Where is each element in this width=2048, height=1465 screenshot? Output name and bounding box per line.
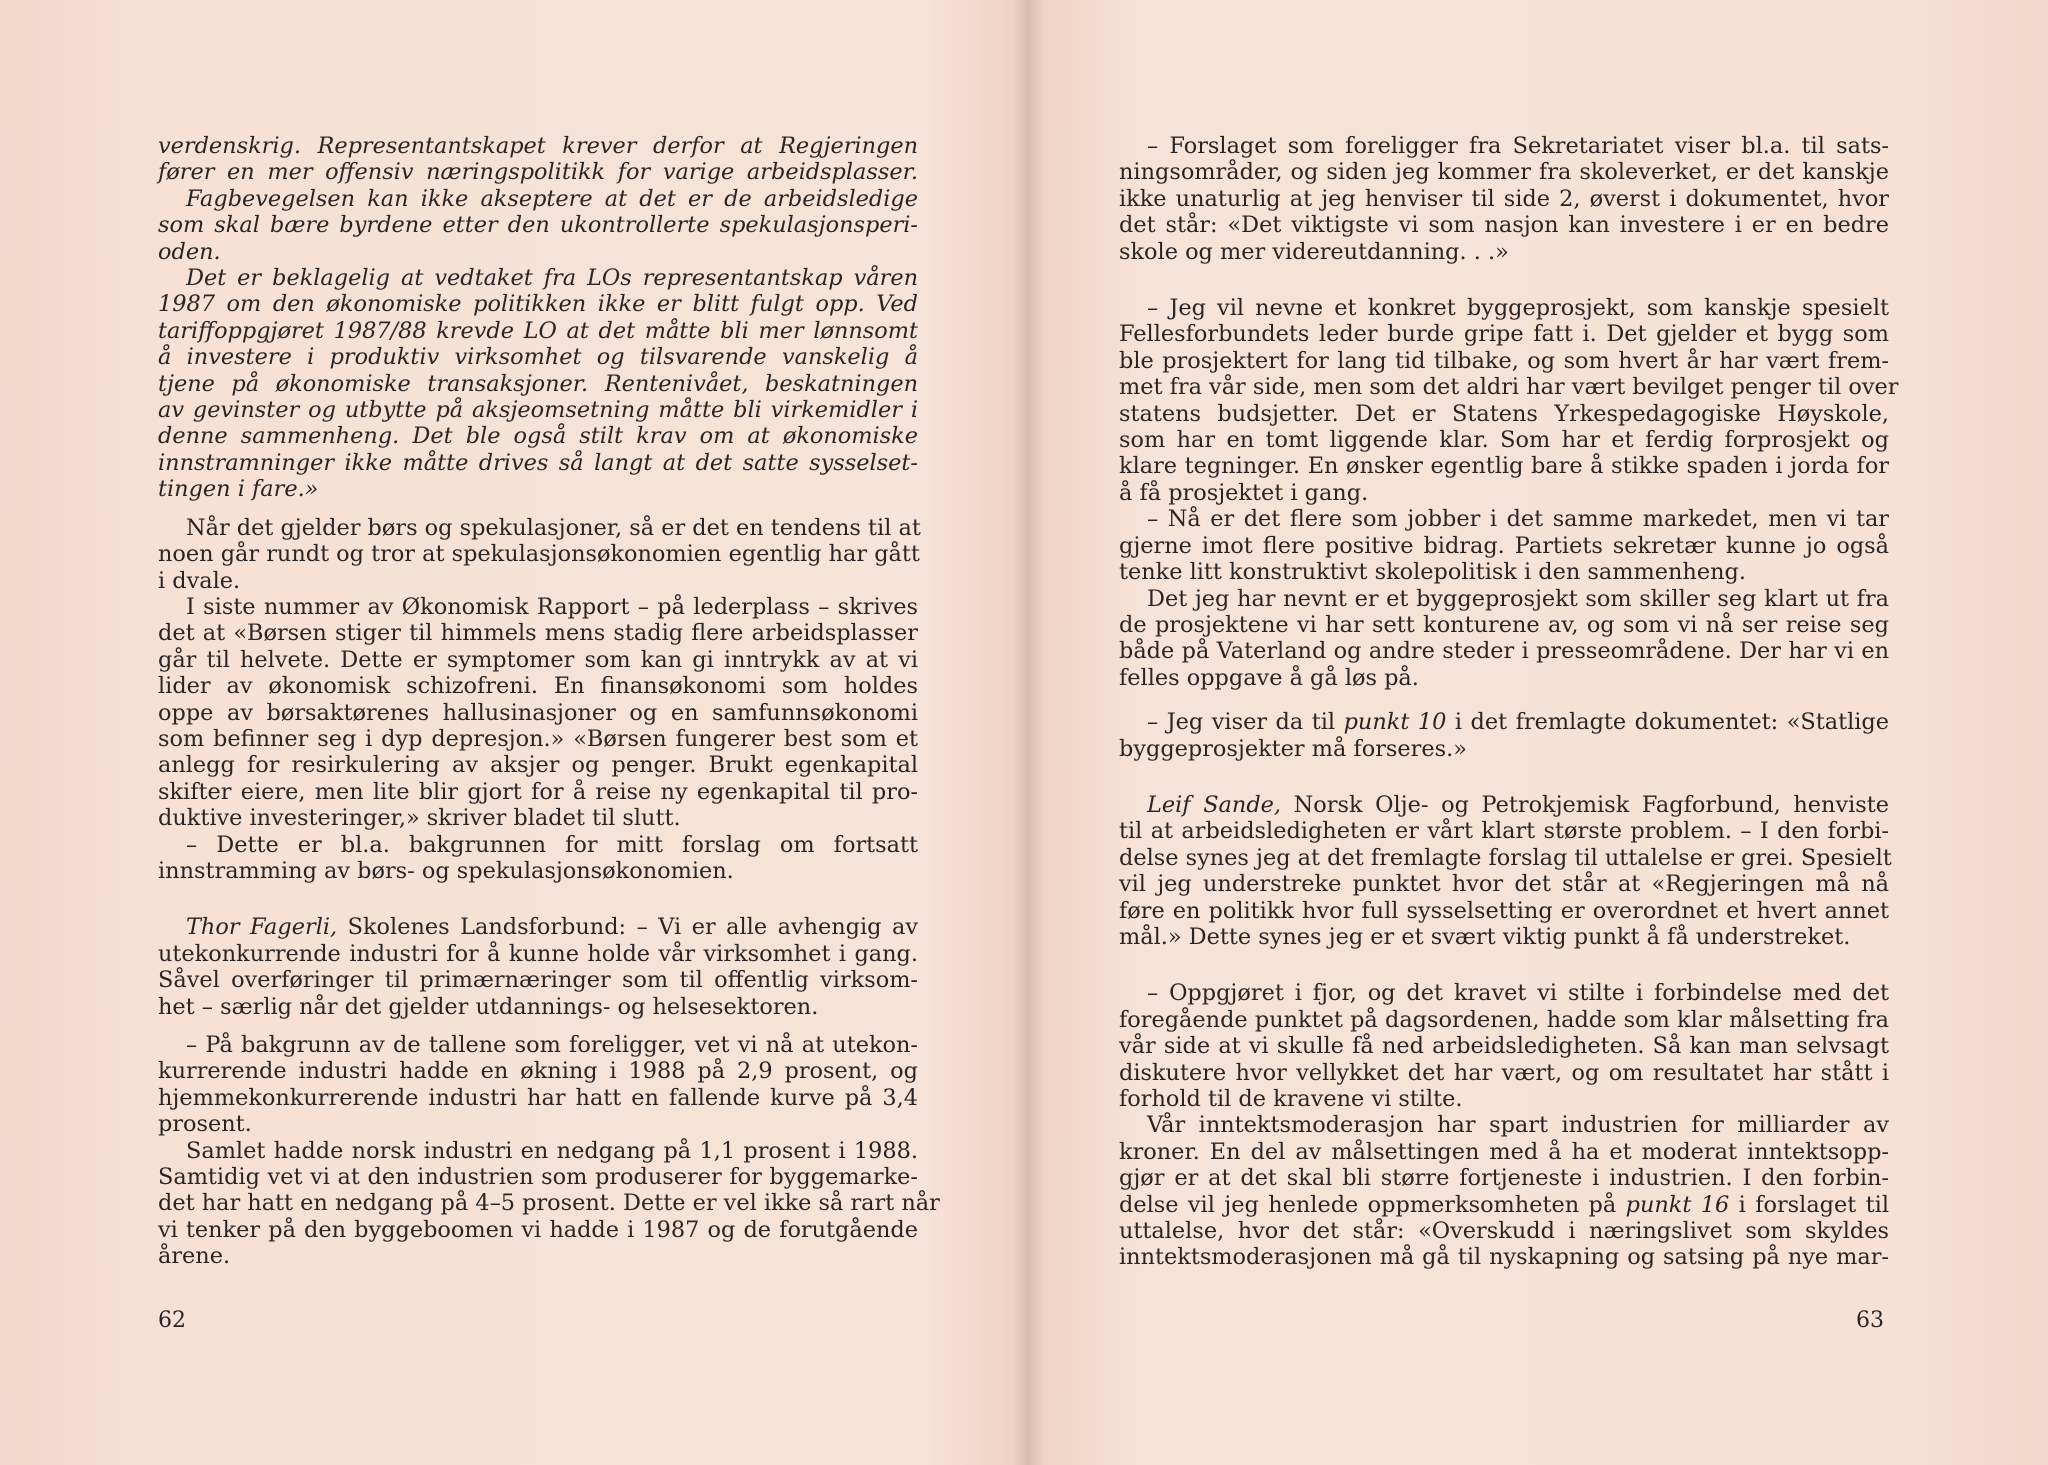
- text-line: føre en politikk hvor full sysselsetting er overordnet et hvert annet: [1119, 897, 1889, 924]
- text-line: vi tenker på den byggeboomen vi hadde i 1987 og de forutgående: [158, 1216, 918, 1243]
- text-run: delse vil jeg henlede oppmerksomheten på: [1119, 1191, 1626, 1218]
- text-run-italic: punkt 16: [1625, 1191, 1730, 1218]
- text-line: het – særlig når det gjelder utdannings- og helsesektoren.: [158, 993, 819, 1020]
- text-line: hjemmekonkurrerende industri har hatt en fallende kurve på 3,4: [158, 1084, 918, 1111]
- text-line: 1987 om den økonomiske politikken ikke er blitt fulgt opp. Ved: [158, 291, 918, 318]
- text-line: – Nå er det flere som jobber i det samme markedet, men vi tar: [1147, 506, 1889, 533]
- speaker-name: Thor Fagerli,: [186, 914, 338, 941]
- text-line: ikke unaturlig at jeg henviser til side 2, øverst i dokumentet, hvor: [1119, 185, 1889, 212]
- paragraph: [1119, 1112, 1889, 1270]
- text-line: Det er beklagelig at vedtaket fra LOs representantskap våren: [186, 265, 918, 292]
- text-line: foregående punktet på dagsordenen, hadde som klar målsetting fra: [1119, 1006, 1889, 1033]
- page-number-left: 62: [158, 1308, 186, 1333]
- text-line: tariffoppgjøret 1987/88 krevde LO at det måtte bli mer lønnsomt: [158, 317, 918, 344]
- text-line: tingen i fare.»: [158, 476, 319, 503]
- speaker-paragraph: [158, 914, 918, 1020]
- text-line: – På bakgrunn av de tallene som foreligger, vet vi nå at utekon-: [186, 1032, 918, 1058]
- text-line: utekonkurrende industri for å kunne holde vår virksomhet i gang.: [158, 940, 918, 967]
- text-line: fører en mer offensiv næringspolitikk for varige arbeidsplasser.: [158, 159, 918, 186]
- text-line: – Dette er bl.a. bakgrunnen for mitt forslag om fortsatt: [186, 831, 918, 858]
- text-line: gjerne imot flere positive bidrag. Partiets sekretær kunne jo også: [1119, 532, 1889, 559]
- text-run: – Jeg viser da til: [1147, 709, 1344, 736]
- text-line: de prosjektene vi har sett konturene av, og som vi nå ser reise seg: [1119, 611, 1889, 638]
- text-line: går til helvete. Dette er symptomer som kan gi inntrykk av at vi: [158, 646, 918, 673]
- text-line: I siste nummer av Økonomisk Rapport – på lederplass – skrives: [186, 593, 918, 620]
- speaker-paragraph: [1119, 791, 1892, 950]
- text-line: skole og mer videreutdanning. . .»: [1119, 238, 1509, 265]
- text-line: å investere i produktiv virksomhet og tilsvarende vanskelig å: [158, 344, 918, 371]
- text-line: anlegg for resirkulering av aksjer og penger. Brukt egenkapital: [158, 752, 918, 779]
- text-line: tjene på økonomiske transaksjoner. Rentenivået, beskatningen: [158, 370, 918, 397]
- text-run-italic: punkt 10: [1343, 709, 1447, 736]
- paragraph: [158, 832, 918, 885]
- text-line: inntektsmoderasjonen må gå til nyskapning og satsing på nye mar-: [1119, 1244, 1889, 1271]
- text-line: det at «Børsen stiger til himmels mens stadig flere arbeidsplasser: [158, 620, 918, 647]
- text-line: som skal bære byrdene etter den ukontrollerte spekulasjonsperi-: [158, 212, 918, 239]
- text-line: skifter eiere, men lite blir gjort for å reise ny egenkapital til pro-: [158, 778, 918, 805]
- text-line: det har hatt en nedgang på 4–5 prosent. Dette er vel ikke så rart når: [158, 1190, 940, 1217]
- text-line: årene.: [158, 1243, 231, 1270]
- paragraph: [1119, 709, 1889, 762]
- text-line: innstramming av børs- og spekulasjonsøkonomien.: [158, 857, 734, 884]
- text-line: Det jeg har nevnt er et byggeprosjekt som skiller seg klart ut fra: [1147, 585, 1889, 612]
- paragraph: [1119, 133, 1889, 265]
- text-line: delse synes jeg at det fremlagte forslag til uttalelse er grei. Spesielt: [1119, 844, 1892, 871]
- text-line: kroner. En del av målsettingen med å ha et moderat inntektsopp-: [1119, 1138, 1889, 1165]
- text-line: Såvel overføringer til primærnæringer som til offentlig virksom-: [158, 967, 918, 994]
- text-line: [1119, 792, 1889, 818]
- text-line: noen går rundt og tror at spekulasjonsøkonomien egentlig har gått: [158, 541, 920, 568]
- paragraph: [158, 1032, 918, 1138]
- text-line: uttalelse, hvor det står: «Overskudd i næringslivet som skyldes: [1119, 1218, 1889, 1245]
- text-line: både på Vaterland og andre steder i presseområdene. Der har vi en: [1119, 638, 1889, 665]
- text-line: Når det gjelder børs og spekulasjoner, så er det en tendens til at: [186, 514, 921, 541]
- text-line: forhold til de kravene vi stilte.: [1119, 1086, 1463, 1112]
- text-line: verdenskrig. Representantskapet krever derfor at Regjeringen: [158, 133, 918, 159]
- speaker-name: Leif Sande,: [1147, 791, 1282, 818]
- text-run: i det fremlagte dokumentet: «Statlige: [1446, 709, 1889, 736]
- text-line: vil jeg understreke punktet hvor det står at «Regjeringen må nå: [1119, 871, 1889, 898]
- text-line: denne sammenheng. Det ble også stilt krav om at økonomiske: [158, 423, 918, 450]
- text-line: til at arbeidsledigheten er vårt klart største problem. – I den forbi-: [1119, 818, 1889, 845]
- text-line: ble prosjektert for lang tid tilbake, og som hvert år har vært frem-: [1119, 347, 1889, 374]
- text-line: Vår inntektsmoderasjon har spart industrien for milliarder av: [1147, 1112, 1889, 1139]
- text-line: tenke litt konstruktivt skolepolitisk i den sammenheng.: [1119, 559, 1746, 586]
- text-line: Samtidig vet vi at den industrien som produserer for byggemarke-: [158, 1164, 918, 1191]
- paragraph: [1119, 295, 1899, 506]
- text-line: det står: «Det viktigste vi som nasjon kan investere i er en bedre: [1119, 212, 1889, 239]
- text-line: oppe av børsaktørenes hallusinasjoner og en samfunnsøkonomi: [158, 699, 918, 726]
- page-number-right: 63: [1856, 1308, 1884, 1333]
- text-line: Fellesforbundets leder burde gripe fatt i. Det gjelder et bygg som: [1119, 321, 1889, 348]
- speaker-text: Skolenes Landsforbund: – Vi er alle avhengig av: [337, 914, 919, 941]
- text-line: diskutere hvor vellykket det har vært, og om resultatet har stått i: [1119, 1059, 1889, 1086]
- text-run: i forslaget til: [1729, 1191, 1889, 1218]
- left-page: [158, 133, 940, 1270]
- text-line: felles oppgave å gå løs på.: [1119, 664, 1419, 691]
- text-line: Fagbevegelsen kan ikke akseptere at det er de arbeidsledige: [186, 185, 918, 212]
- text-line: kurrerende industri hadde en økning i 1988 på 2,9 prosent, og: [158, 1058, 918, 1085]
- paragraph: [1119, 980, 1889, 1112]
- text-line: mål.» Dette synes jeg er et svært viktig punkt å få understreket.: [1119, 923, 1851, 950]
- text-line: ningsområder, og siden jeg kommer fra skoleverket, er det kanskje: [1119, 159, 1889, 186]
- paragraph: [1119, 586, 1889, 692]
- text-line: innstramninger ikke måtte drives så langt at det satte sysselset-: [158, 449, 918, 476]
- text-line: å få prosjektet i gang.: [1119, 479, 1369, 506]
- text-line: oden.: [158, 238, 221, 265]
- text-line: – Jeg vil nevne et konkret byggeprosjekt, som kanskje spesielt: [1147, 295, 1889, 322]
- text-line: av gevinster og utbytte på aksjeomsetning måtte bli virkemidler i: [158, 397, 918, 424]
- text-line: statens budsjetter. Det er Statens Yrkespedagogiske Høyskole,: [1119, 400, 1889, 427]
- text-line: – Forslaget som foreligger fra Sekretariatet viser bl.a. til sats-: [1147, 133, 1889, 159]
- speaker-text: Norsk Olje- og Petrokjemisk Fagforbund, henviste: [1281, 791, 1889, 818]
- text-line: klare tegninger. En ønsker egentlig bare å stikke spaden i jorda for: [1119, 453, 1889, 480]
- paragraph: [1119, 506, 1889, 585]
- text-line: [1119, 1192, 1889, 1218]
- text-line: duktive investeringer,» skriver bladet til slutt.: [158, 805, 681, 832]
- quote-block: [158, 133, 918, 503]
- paragraph: [158, 1137, 940, 1270]
- text-line: prosent.: [158, 1111, 252, 1138]
- text-line: Samlet hadde norsk industri en nedgang på 1,1 prosent i 1988.: [186, 1137, 918, 1164]
- text-line: i dvale.: [158, 567, 241, 594]
- text-line: [158, 914, 918, 940]
- text-line: som har en tomt liggende klar. Som har et ferdig forprosjekt og: [1119, 427, 1889, 454]
- text-line: vår side at vi skulle få ned arbeidsledigheten. Så kan man selvsagt: [1119, 1033, 1889, 1060]
- right-page: [1119, 133, 1899, 1271]
- text-line: – Oppgjøret i fjor, og det kravet vi stilte i forbindelse med det: [1147, 980, 1889, 1007]
- text-line: [1119, 709, 1889, 735]
- text-line: gjør er at det skal bli større fortjeneste i industrien. I den forbin-: [1119, 1165, 1889, 1192]
- text-line: byggeprosjekter må forseres.»: [1119, 735, 1467, 762]
- paragraph: [158, 594, 918, 832]
- text-line: som befinner seg i dyp depresjon.» «Børsen fungerer best som et: [158, 725, 918, 752]
- paragraph: [158, 514, 921, 594]
- text-line: lider av økonomisk schizofreni. En finansøkonomi som holdes: [158, 673, 918, 700]
- text-line: met fra vår side, men som det aldri har vært bevilget penger til over: [1119, 374, 1899, 401]
